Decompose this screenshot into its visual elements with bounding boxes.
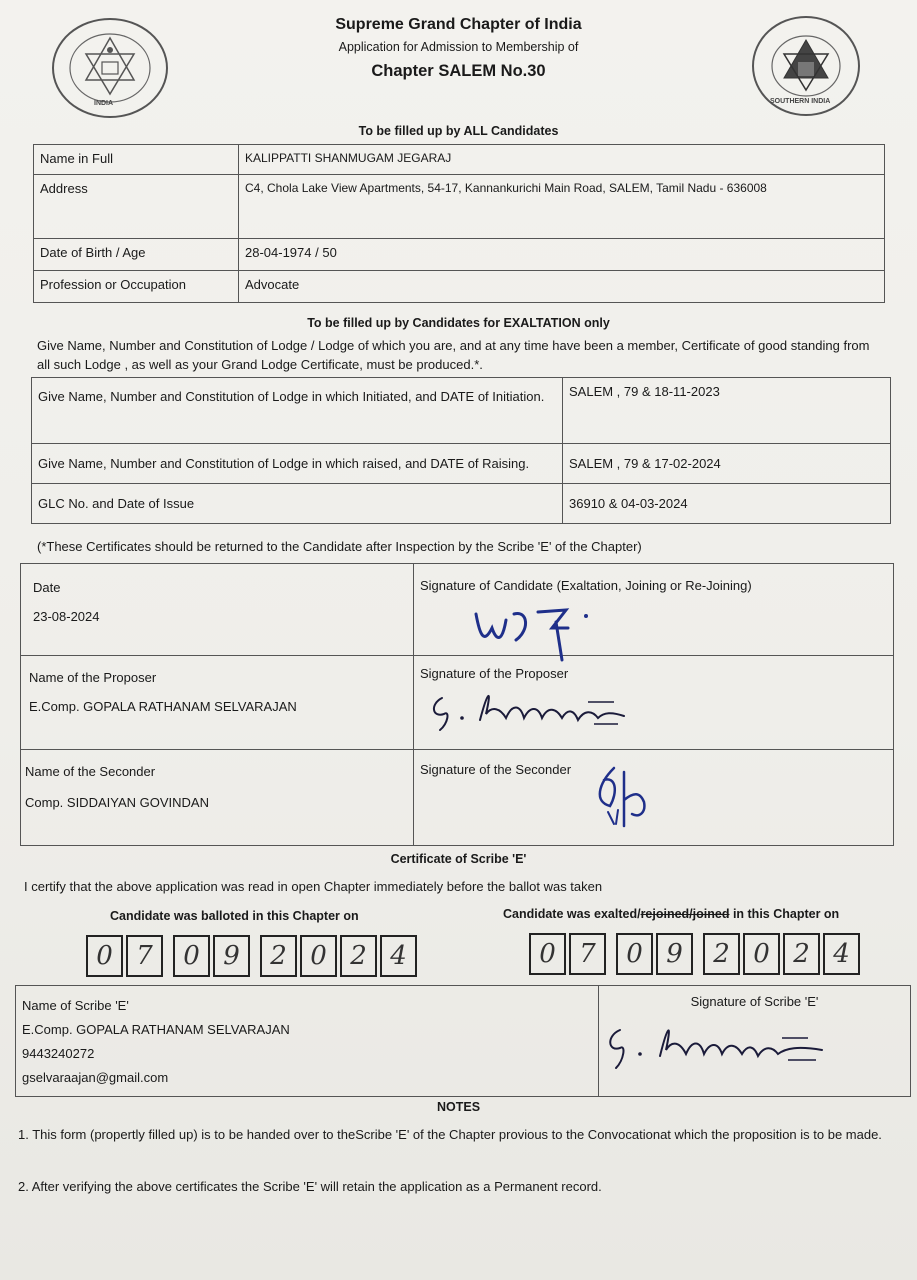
table-row bbox=[21, 750, 894, 846]
exalted-label-struck: rejoined/joined bbox=[640, 907, 730, 921]
proposer-signature bbox=[428, 684, 638, 736]
field-value: SALEM , 79 & 17-02-2024 bbox=[563, 444, 891, 484]
scribe-details-cell bbox=[16, 986, 599, 1097]
date-digit-box: 0 bbox=[300, 935, 337, 977]
left-seal-bottom-text: INDIA bbox=[94, 100, 114, 107]
date-digit-box: 7 bbox=[126, 935, 163, 977]
right-seal-bottom-text: SOUTHERN INDIA bbox=[770, 98, 831, 105]
proposer-cell bbox=[21, 656, 414, 750]
all-candidates-heading: To be filled up by ALL Candidates bbox=[358, 124, 559, 138]
seconder-value: Comp. SIDDAIYAN GOVINDAN bbox=[25, 795, 209, 810]
scribe-name-label: Name of Scribe 'E' bbox=[22, 998, 129, 1013]
table-row bbox=[34, 271, 885, 303]
balloted-label: Candidate was balloted in this Chapter on bbox=[110, 909, 359, 923]
field-label: Profession or Occupation bbox=[34, 271, 239, 303]
certificates-note: (*These Certificates should be returned to the Candidate after Inspection by the Scribe 'E' of the Chapter) bbox=[37, 539, 642, 554]
seconder-cell bbox=[21, 750, 414, 846]
date-digit-box: 4 bbox=[380, 935, 417, 977]
table-row bbox=[32, 444, 891, 484]
certify-text: I certify that the above application was read in open Chapter immediately before the ballot was taken bbox=[24, 879, 603, 894]
date-digit-box: 2 bbox=[783, 933, 820, 975]
field-label: Give Name, Number and Constitution of Lodge in which Initiated, and DATE of Initiation. bbox=[32, 378, 563, 444]
table-row bbox=[34, 175, 885, 239]
date-digit-box: 9 bbox=[213, 935, 250, 977]
exaltation-instructions: Give Name, Number and Constitution of Lodge / Lodge of which you are, and at any time have been a member, Certificate of good standing from all such Lodge , as well as your Grand Lodge Certificate, must be produced.*. bbox=[37, 338, 870, 372]
proposer-label: Name of the Proposer bbox=[29, 670, 157, 685]
proposer-signature-label: Signature of the Proposer bbox=[420, 666, 569, 681]
exalted-label-post: in this Chapter on bbox=[729, 907, 840, 921]
field-label: Address bbox=[34, 175, 239, 239]
date-digit-box: 2 bbox=[260, 935, 297, 977]
date-digit-box: 0 bbox=[616, 933, 653, 975]
date-digit-box: 0 bbox=[743, 933, 780, 975]
form-subtitle: Application for Admission to Membership of bbox=[338, 40, 579, 54]
exaltation-heading: To be filled up by Candidates for EXALTATION only bbox=[307, 316, 610, 330]
table-row bbox=[34, 145, 885, 175]
date-digit-box: 0 bbox=[86, 935, 123, 977]
date-value: 23-08-2024 bbox=[33, 609, 100, 624]
field-label: Date of Birth / Age bbox=[34, 239, 239, 271]
field-label: Name in Full bbox=[34, 145, 239, 175]
scribe-signature bbox=[602, 1016, 832, 1072]
note-item: 2. After verifying the above certificates the Scribe 'E' will retain the application as a Permanent record. bbox=[18, 1179, 602, 1194]
scribe-certificate-heading: Certificate of Scribe 'E' bbox=[390, 852, 527, 866]
field-value: C4, Chola Lake View Apartments, 54-17, Kannankurichi Main Road, SALEM, Tamil Nadu - 636008 bbox=[239, 175, 885, 239]
date-digit-box: 7 bbox=[569, 933, 606, 975]
date-digit-box: 4 bbox=[823, 933, 860, 975]
field-value: 28-04-1974 / 50 bbox=[239, 239, 885, 271]
seconder-signature-label: Signature of the Seconder bbox=[420, 762, 572, 777]
table-row bbox=[34, 239, 885, 271]
seconder-signature bbox=[584, 762, 664, 832]
date-label: Date bbox=[33, 580, 61, 595]
proposer-value: E.Comp. GOPALA RATHANAM SELVARAJAN bbox=[29, 699, 297, 714]
scribe-name-value: E.Comp. GOPALA RATHANAM SELVARAJAN bbox=[22, 1022, 290, 1037]
exaltation-table bbox=[31, 377, 891, 524]
candidate-signature bbox=[470, 600, 600, 664]
table-row bbox=[32, 484, 891, 524]
field-value: 36910 & 04-03-2024 bbox=[563, 484, 891, 524]
scribe-phone: 9443240272 bbox=[22, 1046, 95, 1061]
all-candidates-table bbox=[33, 144, 885, 303]
field-label: Give Name, Number and Constitution of Lodge in which raised, and DATE of Raising. bbox=[32, 444, 563, 484]
date-digit-box: 9 bbox=[656, 933, 693, 975]
field-value: SALEM , 79 & 18-11-2023 bbox=[563, 378, 891, 444]
scribe-signature-label: Signature of Scribe 'E' bbox=[690, 994, 819, 1009]
field-value: KALIPPATTI SHANMUGAM JEGARAJ bbox=[239, 145, 885, 175]
note-item: 1. This form (propertly filled up) is to be handed over to theScribe 'E' of the Chapter provious to the Convocationat which the proposition is to be made. bbox=[18, 1127, 882, 1142]
exalted-label bbox=[503, 907, 839, 921]
balloted-date-boxes bbox=[86, 935, 420, 977]
candidate-signature-label: Signature of Candidate (Exaltation, Joining or Re-Joining) bbox=[420, 578, 752, 593]
date-cell bbox=[21, 564, 414, 656]
notes-heading: NOTES bbox=[436, 1100, 481, 1114]
date-digit-box: 0 bbox=[529, 933, 566, 975]
field-label: GLC No. and Date of Issue bbox=[32, 484, 563, 524]
date-digit-box: 2 bbox=[340, 935, 377, 977]
date-digit-box: 0 bbox=[173, 935, 210, 977]
exalted-date-boxes bbox=[529, 933, 863, 975]
table-row bbox=[32, 378, 891, 444]
field-value: Advocate bbox=[239, 271, 885, 303]
scribe-email: gselvaraajan@gmail.com bbox=[22, 1070, 169, 1085]
date-digit-box: 2 bbox=[703, 933, 740, 975]
table-row bbox=[21, 564, 894, 656]
exalted-label-pre: Candidate was exalted/ bbox=[503, 907, 641, 921]
form-title: Supreme Grand Chapter of India bbox=[335, 16, 582, 33]
chapter-name: Chapter SALEM No.30 bbox=[371, 62, 546, 80]
seconder-label: Name of the Seconder bbox=[25, 764, 156, 779]
